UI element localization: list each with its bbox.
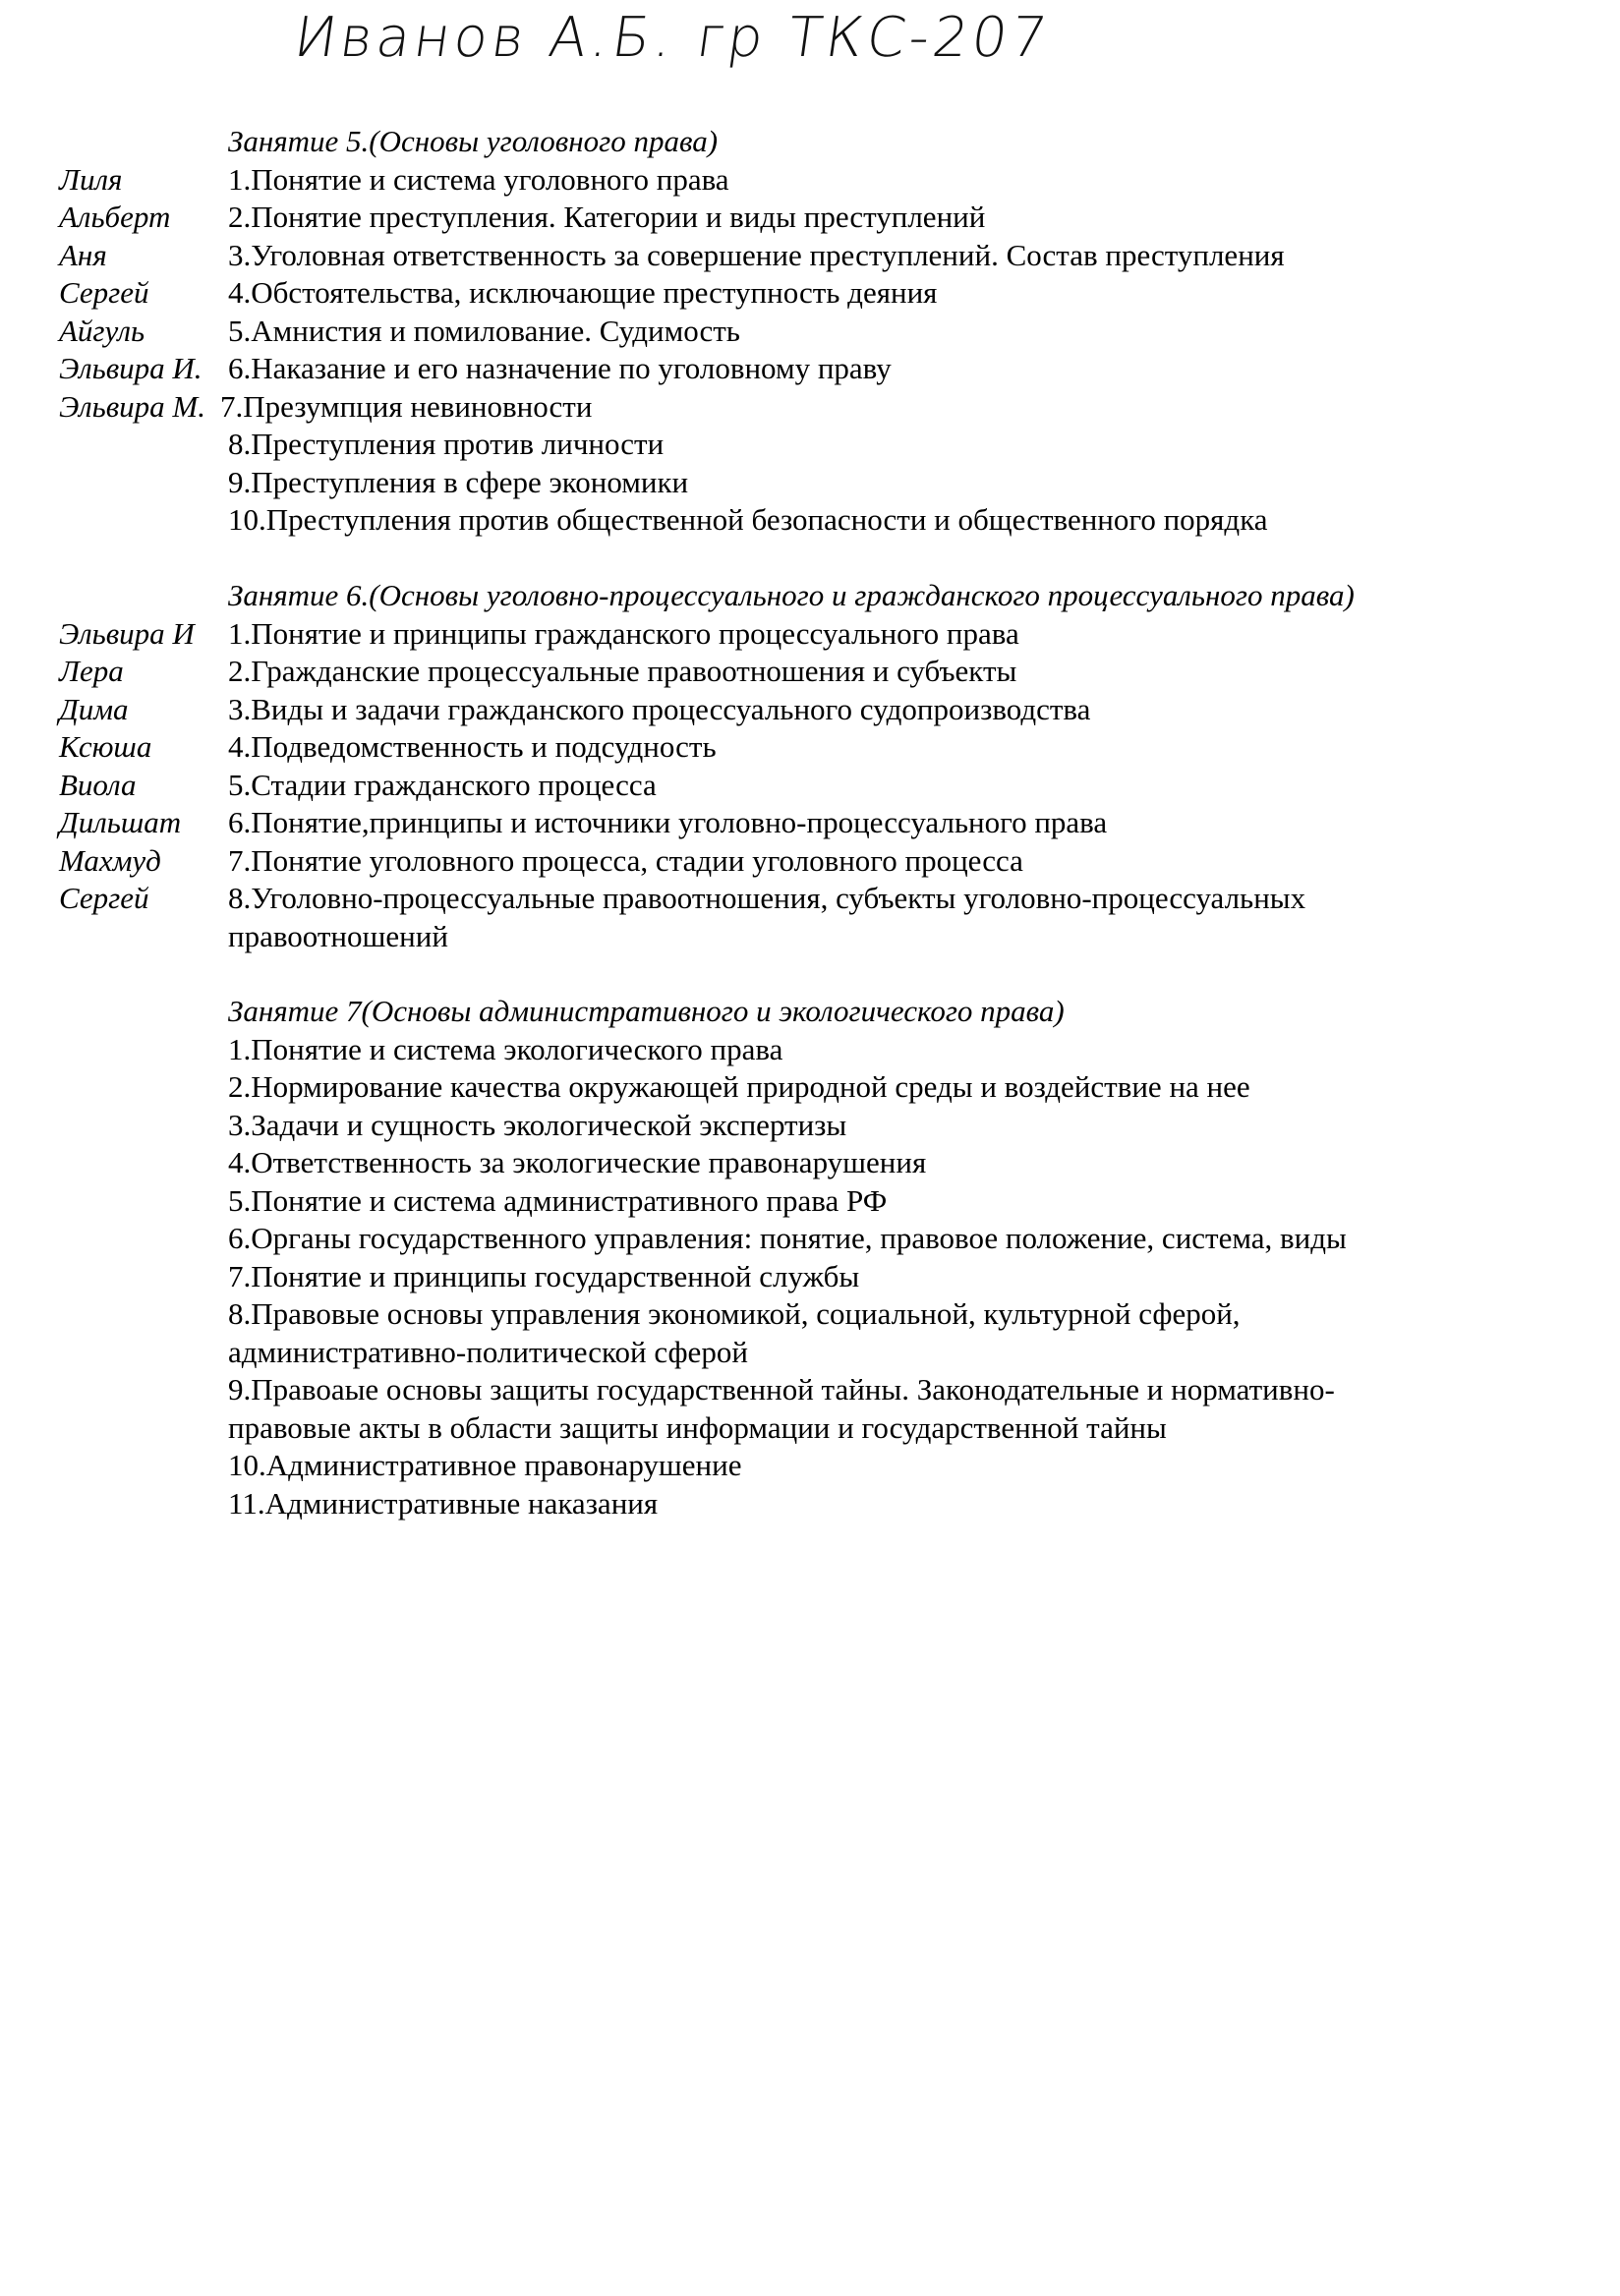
- list-item: [59, 880, 1573, 918]
- list-item: [59, 501, 1573, 540]
- list-item: [59, 1220, 1573, 1258]
- list-item: [59, 1371, 1573, 1409]
- list-item: [59, 804, 1573, 842]
- handwritten-student-name: Иванов А.Б. гр ТКС-207: [290, 6, 1055, 70]
- section-lesson-7: [59, 993, 1573, 1522]
- topic-text: 6.Органы государственного управления: понятие, правовое положение, система, виды: [228, 1221, 1347, 1255]
- topic-text: административно-политической сферой: [228, 1334, 748, 1369]
- topic-text: 4.Обстоятельства, исключающие преступность деяния: [228, 275, 938, 310]
- student-name: [59, 1144, 228, 1182]
- student-name: [59, 918, 228, 956]
- student-name: [59, 1031, 228, 1069]
- student-name: Сергей: [59, 275, 149, 310]
- list-item: [59, 388, 1573, 427]
- section-title: Занятие 6.(Основы уголовно-процессуального и гражданского процессуального права): [228, 578, 1355, 612]
- student-name: [59, 1371, 228, 1409]
- student-name: Айгуль: [59, 313, 145, 348]
- student-name: [59, 1447, 228, 1485]
- list-item: [59, 426, 1573, 464]
- student-name: Сергей: [59, 881, 149, 915]
- student-name: Ксюша: [59, 729, 152, 764]
- topic-text: 9.Правоаые основы защиты государственной тайны. Законодательные и нормативно-: [228, 1372, 1335, 1406]
- student-name: Махмуд: [59, 842, 161, 878]
- student-name: [59, 1334, 228, 1372]
- list-item: [59, 1334, 1573, 1372]
- section-title: Занятие 5.(Основы уголовного права): [228, 124, 719, 158]
- list-item: [59, 274, 1573, 313]
- student-name: Дильшат: [59, 805, 182, 839]
- list-item: [59, 918, 1573, 956]
- topic-text: 5.Понятие и система административного права РФ: [228, 1182, 888, 1218]
- list-item: [59, 1031, 1573, 1069]
- list-item: [59, 1258, 1573, 1296]
- topic-text: 8.Правовые основы управления экономикой, социальной, культурной сферой,: [228, 1296, 1241, 1331]
- student-name: [59, 1182, 228, 1221]
- student-name: Эльвира М.: [59, 388, 205, 424]
- list-item: [59, 1409, 1573, 1448]
- topic-text: 3.Уголовная ответственность за совершение преступлений. Состав преступления: [228, 237, 1285, 272]
- student-name: [59, 1485, 228, 1523]
- topic-text: 6.Понятие,принципы и источники уголовно-процессуального права: [228, 805, 1108, 839]
- list-item: [59, 1107, 1573, 1145]
- student-name: [59, 1107, 228, 1145]
- list-item: [59, 1182, 1573, 1221]
- student-name: Лера: [59, 654, 124, 688]
- student-name: [59, 1068, 228, 1107]
- list-item: [59, 1485, 1573, 1523]
- section-title: Занятие 7(Основы административного и экологического права): [228, 994, 1065, 1028]
- topic-text: 8.Преступления против личности: [228, 427, 665, 461]
- list-item: [59, 691, 1573, 729]
- student-name: Лиля: [59, 161, 123, 197]
- student-name: Дима: [59, 691, 129, 726]
- student-name: [59, 501, 228, 540]
- topic-text: правоотношений: [228, 918, 448, 953]
- list-item: [59, 350, 1573, 388]
- student-name: Альберт: [59, 200, 171, 234]
- student-name: Эльвира И: [59, 615, 195, 651]
- topic-text: 4.Подведомственность и подсудность: [228, 729, 717, 764]
- topic-text: 2.Гражданские процессуальные правоотношения и субъекты: [228, 654, 1017, 688]
- topic-text: 5.Стадии гражданского процесса: [228, 767, 657, 802]
- topic-text: 1.Понятие и система экологического права: [228, 1031, 783, 1066]
- student-name: Виола: [59, 767, 137, 802]
- topic-text: 3.Задачи и сущность экологической экспертизы: [228, 1107, 847, 1142]
- student-name: Аня: [59, 237, 107, 272]
- topic-text: 7.Понятие уголовного процесса, стадии уголовного процесса: [228, 842, 1023, 878]
- section-lesson-6: [59, 577, 1573, 955]
- list-item: [59, 728, 1573, 767]
- student-name: [59, 464, 228, 502]
- list-item: [59, 237, 1573, 275]
- topic-text: 8.Уголовно-процессуальные правоотношения, субъекты уголовно-процессуальных: [228, 881, 1306, 915]
- list-item: [59, 313, 1573, 351]
- student-name: [59, 426, 228, 464]
- topic-text: 1.Понятие и принципы гражданского процессуального права: [228, 615, 1019, 651]
- list-item: [59, 199, 1573, 237]
- topic-text: 7.Презумпция невиновности: [220, 388, 593, 424]
- student-name: Эльвира И.: [59, 351, 202, 385]
- topic-text: 3.Виды и задачи гражданского процессуального судопроизводства: [228, 691, 1091, 726]
- topic-text: 10.Административное правонарушение: [228, 1448, 742, 1482]
- list-item: [59, 653, 1573, 691]
- student-name: [59, 1258, 228, 1296]
- topic-text: 1.Понятие и система уголовного права: [228, 161, 729, 197]
- list-item: [59, 1144, 1573, 1182]
- list-item: [59, 842, 1573, 881]
- student-name: [59, 1220, 228, 1258]
- student-name: [59, 1295, 228, 1334]
- topic-text: 9.Преступления в сфере экономики: [228, 464, 689, 499]
- list-item: [59, 1447, 1573, 1485]
- topic-text: 11.Административные наказания: [228, 1485, 659, 1521]
- topic-text: 2.Нормирование качества окружающей природной среды и воздействие на нее: [228, 1069, 1250, 1104]
- student-name: [59, 1409, 228, 1448]
- topic-text: 2.Понятие преступления. Категории и виды преступлений: [228, 200, 986, 234]
- topic-text: 4.Ответственность за экологические правонарушения: [228, 1145, 927, 1179]
- list-item: [59, 767, 1573, 805]
- topic-text: правовые акты в области защиты информации и государственной тайны: [228, 1409, 1167, 1445]
- list-item: [59, 1295, 1573, 1334]
- list-item: [59, 464, 1573, 502]
- topic-text: 10.Преступления против общественной безопасности и общественного порядка: [228, 502, 1268, 537]
- topic-text: 7.Понятие и принципы государственной службы: [228, 1258, 860, 1293]
- section-lesson-5: [59, 123, 1573, 540]
- list-item: [59, 1068, 1573, 1107]
- topic-text: 6.Наказание и его назначение по уголовному праву: [228, 351, 892, 385]
- list-item: [59, 615, 1573, 654]
- topic-text: 5.Амнистия и помилование. Судимость: [228, 313, 740, 348]
- list-item: [59, 161, 1573, 200]
